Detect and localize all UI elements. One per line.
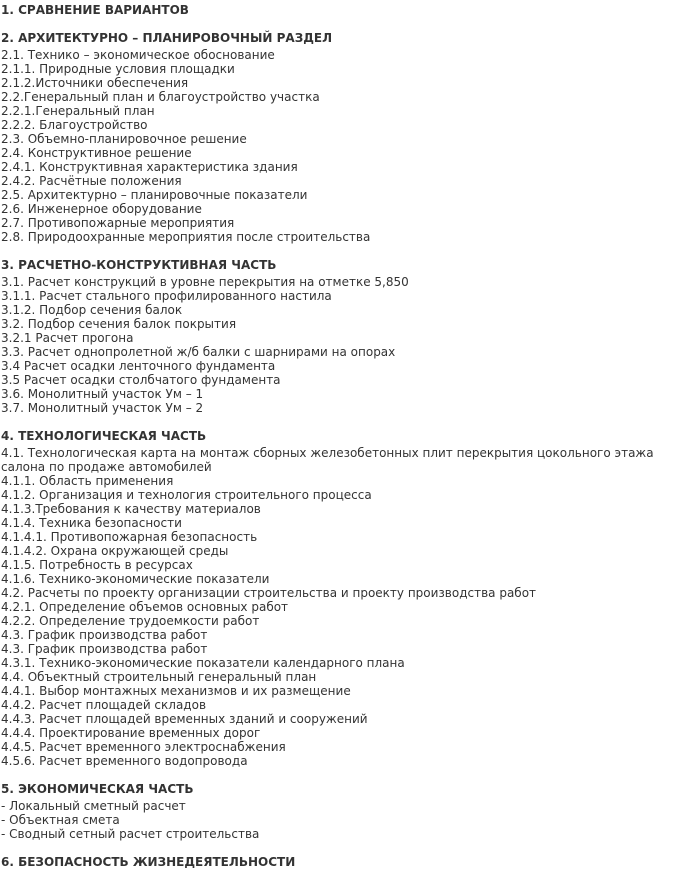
toc-item: 2.4.1. Конструктивная характеристика здания	[1, 160, 298, 174]
toc-item: 4.1.6. Технико-экономические показатели	[1, 572, 270, 586]
toc-section	[1, 429, 691, 768]
toc-item: 2.7. Противопожарные мероприятия	[1, 216, 235, 230]
toc-item: 2.4. Конструктивное решение	[1, 146, 192, 160]
toc-item: 3.1.2. Подбор сечения балок	[1, 303, 183, 317]
toc-item: 3.7. Монолитный участок Ум – 2	[1, 401, 204, 415]
toc-item: 2.2.Генеральный план и благоустройство участка	[1, 90, 320, 104]
toc-item: 4.4.5. Расчет временного электроснабжения	[1, 740, 286, 754]
toc-item: 3.3. Расчет однопролетной ж/б балки с шарнирами на опорах	[1, 345, 396, 359]
toc-item: 2.2.1.Генеральный план	[1, 104, 155, 118]
toc-item: 4.1. Технологическая карта на монтаж сборных железобетонных плит перекрытия цокольного этажа салона по продаже автомобилей	[1, 446, 654, 474]
toc-section	[1, 258, 691, 415]
toc-item: 4.1.4.2. Охрана окружающей среды	[1, 544, 229, 558]
section-heading: 1. СРАВНЕНИЕ ВАРИАНТОВ	[1, 3, 189, 17]
section-heading: 5. ЭКОНОМИЧЕСКАЯ ЧАСТЬ	[1, 782, 194, 796]
section-heading: 4. ТЕХНОЛОГИЧЕСКАЯ ЧАСТЬ	[1, 429, 207, 443]
toc-item: 3.1.1. Расчет стального профилированного настила	[1, 289, 332, 303]
toc-item: 4.1.3.Требования к качеству материалов	[1, 502, 261, 516]
toc-item: 4.5.6. Расчет временного водопровода	[1, 754, 248, 768]
toc-item: 4.1.4.1. Противопожарная безопасность	[1, 530, 258, 544]
toc-item: 2.4.2. Расчётные положения	[1, 174, 182, 188]
toc-item: 4.1.2. Организация и технология строительного процесса	[1, 488, 372, 502]
toc-item: 4.1.5. Потребность в ресурсах	[1, 558, 193, 572]
toc-item: 3.2. Подбор сечения балок покрытия	[1, 317, 237, 331]
toc-item: 3.6. Монолитный участок Ум – 1	[1, 387, 204, 401]
toc-item: 3.1. Расчет конструкций в уровне перекрытия на отметке 5,850	[1, 275, 409, 289]
toc-item: 2.3. Объемно-планировочное решение	[1, 132, 247, 146]
toc-item: 3.2.1 Расчет прогона	[1, 331, 134, 345]
toc-item: 4.4.4. Проектирование временных дорог	[1, 726, 261, 740]
toc-item: 4.1.1. Область применения	[1, 474, 174, 488]
toc-item: 4.1.4. Техника безопасности	[1, 516, 182, 530]
toc-item: 2.5. Архитектурно – планировочные показатели	[1, 188, 308, 202]
toc-item: 4.2. Расчеты по проекту организации строительства и проекту производства работ	[1, 586, 537, 600]
toc-item: 4.3.1. Технико-экономические показатели календарного плана	[1, 656, 405, 670]
toc-item: 2.1. Технико – экономическое обоснование	[1, 48, 275, 62]
toc-item: 2.6. Инженерное оборудование	[1, 202, 202, 216]
toc-item: 2.1.1. Природные условия площадки	[1, 62, 235, 76]
toc-item: 4.4.3. Расчет площадей временных зданий и сооружений	[1, 712, 368, 726]
toc-section	[1, 855, 691, 869]
toc-section	[1, 31, 691, 244]
toc-item: 4.4.1. Выбор монтажных механизмов и их размещение	[1, 684, 351, 698]
toc-item: 2.8. Природоохранные мероприятия после строительства	[1, 230, 371, 244]
section-heading: 3. РАСЧЕТНО-КОНСТРУКТИВНАЯ ЧАСТЬ	[1, 258, 277, 272]
toc-item: - Объектная смета	[1, 813, 120, 827]
toc-item: 4.2.1. Определение объемов основных работ	[1, 600, 289, 614]
section-heading: 2. АРХИТЕКТУРНО – ПЛАНИРОВОЧНЫЙ РАЗДЕЛ	[1, 31, 333, 45]
section-heading: 6. БЕЗОПАСНОСТЬ ЖИЗНЕДЕЯТЕЛЬНОСТИ	[1, 855, 296, 869]
toc-section	[1, 3, 691, 17]
toc-item: - Сводный сетный расчет строительства	[1, 827, 260, 841]
toc-item: 3.5 Расчет осадки столбчатого фундамента	[1, 373, 281, 387]
toc-item: 2.1.2.Источники обеспечения	[1, 76, 189, 90]
toc-item: 2.2.2. Благоустройство	[1, 118, 148, 132]
toc-item: 4.4. Объектный строительный генеральный план	[1, 670, 317, 684]
toc-item: 3.4 Расчет осадки ленточного фундамента	[1, 359, 276, 373]
toc-item: 4.3. График производства работ	[1, 628, 208, 642]
toc-item: 4.2.2. Определение трудоемкости работ	[1, 614, 260, 628]
toc-section	[1, 782, 691, 841]
toc-item: 4.4.2. Расчет площадей складов	[1, 698, 207, 712]
toc-item: - Локальный сметный расчет	[1, 799, 186, 813]
toc-item: 4.3. График производства работ	[1, 642, 208, 656]
